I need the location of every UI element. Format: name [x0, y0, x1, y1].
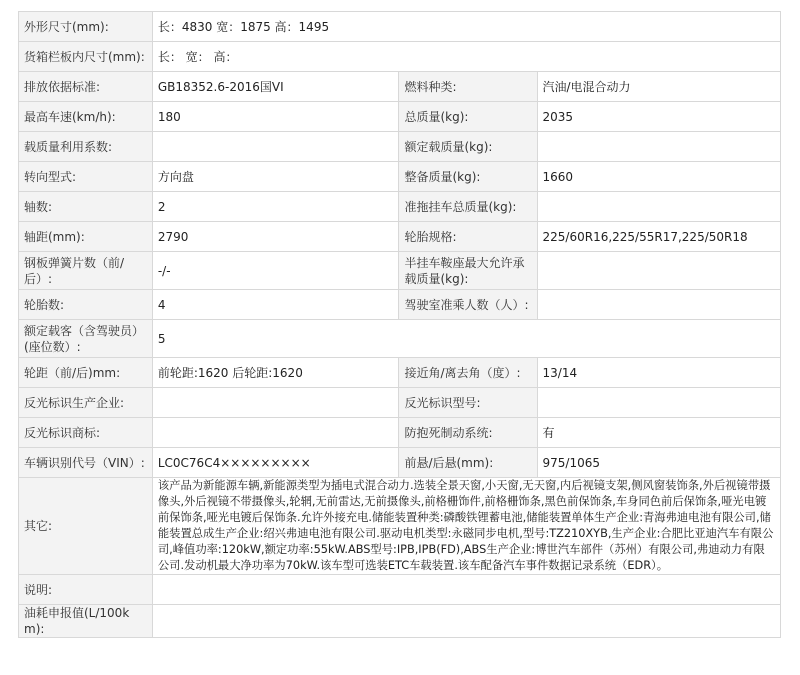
spec-value: 方向盘 [152, 162, 399, 192]
spec-row-emission-fuel [19, 72, 781, 102]
spec-label: 轴数: [19, 192, 153, 222]
spec-label: 排放依据标准: [19, 72, 153, 102]
spec-label: 货箱栏板内尺寸(mm): [19, 42, 153, 72]
spec-row-seating [19, 320, 781, 358]
spec-label: 反光标识型号: [399, 388, 537, 418]
spec-label: 车辆识别代号（VIN）: [19, 448, 153, 478]
spec-label: 接近角/离去角（度）: [399, 358, 537, 388]
spec-value [537, 388, 780, 418]
vehicle-spec-table [18, 11, 781, 638]
spec-row-reflector-abs [19, 418, 781, 448]
spec-value [537, 192, 780, 222]
spec-label: 轮距（前/后)mm: [19, 358, 153, 388]
spec-value: 2035 [537, 102, 780, 132]
spec-label: 轴距(mm): [19, 222, 153, 252]
spec-label: 其它: [19, 478, 153, 575]
spec-label: 燃料种类: [399, 72, 537, 102]
spec-value: 长：4830 宽：1875 高：1495 [152, 12, 780, 42]
spec-value: 前轮距:1620 后轮距:1620 [152, 358, 399, 388]
spec-label: 额定载客（含驾驶员）(座位数）: [19, 320, 153, 358]
spec-value: 13/14 [537, 358, 780, 388]
spec-row-notes [19, 575, 781, 605]
spec-value: 2790 [152, 222, 399, 252]
spec-row-reflector-maker [19, 388, 781, 418]
spec-label: 驾驶室准乘人数（人）: [399, 290, 537, 320]
spec-label: 防抱死制动系统: [399, 418, 537, 448]
spec-row-track-angles [19, 358, 781, 388]
spec-value [537, 290, 780, 320]
spec-value: GB18352.6-2016国VI [152, 72, 399, 102]
spec-label: 反光标识商标: [19, 418, 153, 448]
spec-row-springs-saddle [19, 252, 781, 290]
spec-value: 180 [152, 102, 399, 132]
spec-row-fuel-consumption [19, 605, 781, 638]
spec-label: 最高车速(km/h): [19, 102, 153, 132]
spec-value: LC0C76C4××××××××× [152, 448, 399, 478]
spec-value [152, 418, 399, 448]
spec-row-vin-overhang [19, 448, 781, 478]
spec-row-speed-mass [19, 102, 781, 132]
spec-value: 975/1065 [537, 448, 780, 478]
spec-value: 5 [152, 320, 780, 358]
spec-row-load [19, 132, 781, 162]
spec-value [537, 252, 780, 290]
spec-label: 半挂车鞍座最大允许承载质量(kg): [399, 252, 537, 290]
spec-value: 有 [537, 418, 780, 448]
spec-value: -/- [152, 252, 399, 290]
spec-value: 4 [152, 290, 399, 320]
spec-value [152, 575, 780, 605]
spec-value [537, 132, 780, 162]
spec-row-tire-count-cab [19, 290, 781, 320]
spec-label: 整备质量(kg): [399, 162, 537, 192]
spec-value [152, 605, 780, 638]
spec-label: 轮胎规格: [399, 222, 537, 252]
spec-label: 准拖挂车总质量(kg): [399, 192, 537, 222]
spec-row-cargo-box [19, 42, 781, 72]
spec-label: 说明: [19, 575, 153, 605]
spec-label: 轮胎数: [19, 290, 153, 320]
spec-row-axles-trailer [19, 192, 781, 222]
spec-row-other [19, 478, 781, 575]
spec-value: 汽油/电混合动力 [537, 72, 780, 102]
spec-value [152, 132, 399, 162]
spec-value: 长： 宽： 高： [152, 42, 780, 72]
spec-value: 1660 [537, 162, 780, 192]
spec-label: 反光标识生产企业: [19, 388, 153, 418]
spec-value [152, 388, 399, 418]
spec-row-wheelbase-tires [19, 222, 781, 252]
spec-label: 载质量利用系数: [19, 132, 153, 162]
spec-label: 外形尺寸(mm): [19, 12, 153, 42]
spec-row-steering-curb [19, 162, 781, 192]
spec-label: 总质量(kg): [399, 102, 537, 132]
spec-description: 该产品为新能源车辆,新能源类型为插电式混合动力.选装全景天窗,小天窗,无天窗,内后视镜支架,侧风窗装饰条,外后视镜带摄像头,外后视镜不带摄像头,轮辋,无前雷达,无前摄像头,前格栅饰件,前格栅饰条,黑色前保饰条,车身同色前后保饰条,哑光电镀前保饰条,哑光电镀后保饰条.允许外接充电.储能装置种类:磷酸铁锂蓄电池,储能装置单体生产企业:青海弗迪电池有限公司,储能装置总成生产企业:绍兴弗迪电池有限公司.驱动电机类型:永磁同步电机,型号:TZ210XYB,生产企业:合肥比亚迪汽车有限公司,峰值功率:120kW,额定功率:55kW.ABS型号:IPB,IPB(FD),ABS生产企业:博世汽车部件（苏州）有限公司,弗迪动力有限公司.发动机最大净功率为70kW.该车型可选装ETC车载装置.该车配备汽车事件数据记录系统（EDR）。 [152, 478, 780, 575]
spec-label: 钢板弹簧片数（前/后）: [19, 252, 153, 290]
spec-value: 225/60R16,225/55R17,225/50R18 [537, 222, 780, 252]
spec-label: 转向型式: [19, 162, 153, 192]
spec-label: 前悬/后悬(mm): [399, 448, 537, 478]
spec-value: 2 [152, 192, 399, 222]
spec-label: 油耗申报值(L/100km): [19, 605, 153, 638]
spec-row-dimensions [19, 12, 781, 42]
spec-label: 额定载质量(kg): [399, 132, 537, 162]
